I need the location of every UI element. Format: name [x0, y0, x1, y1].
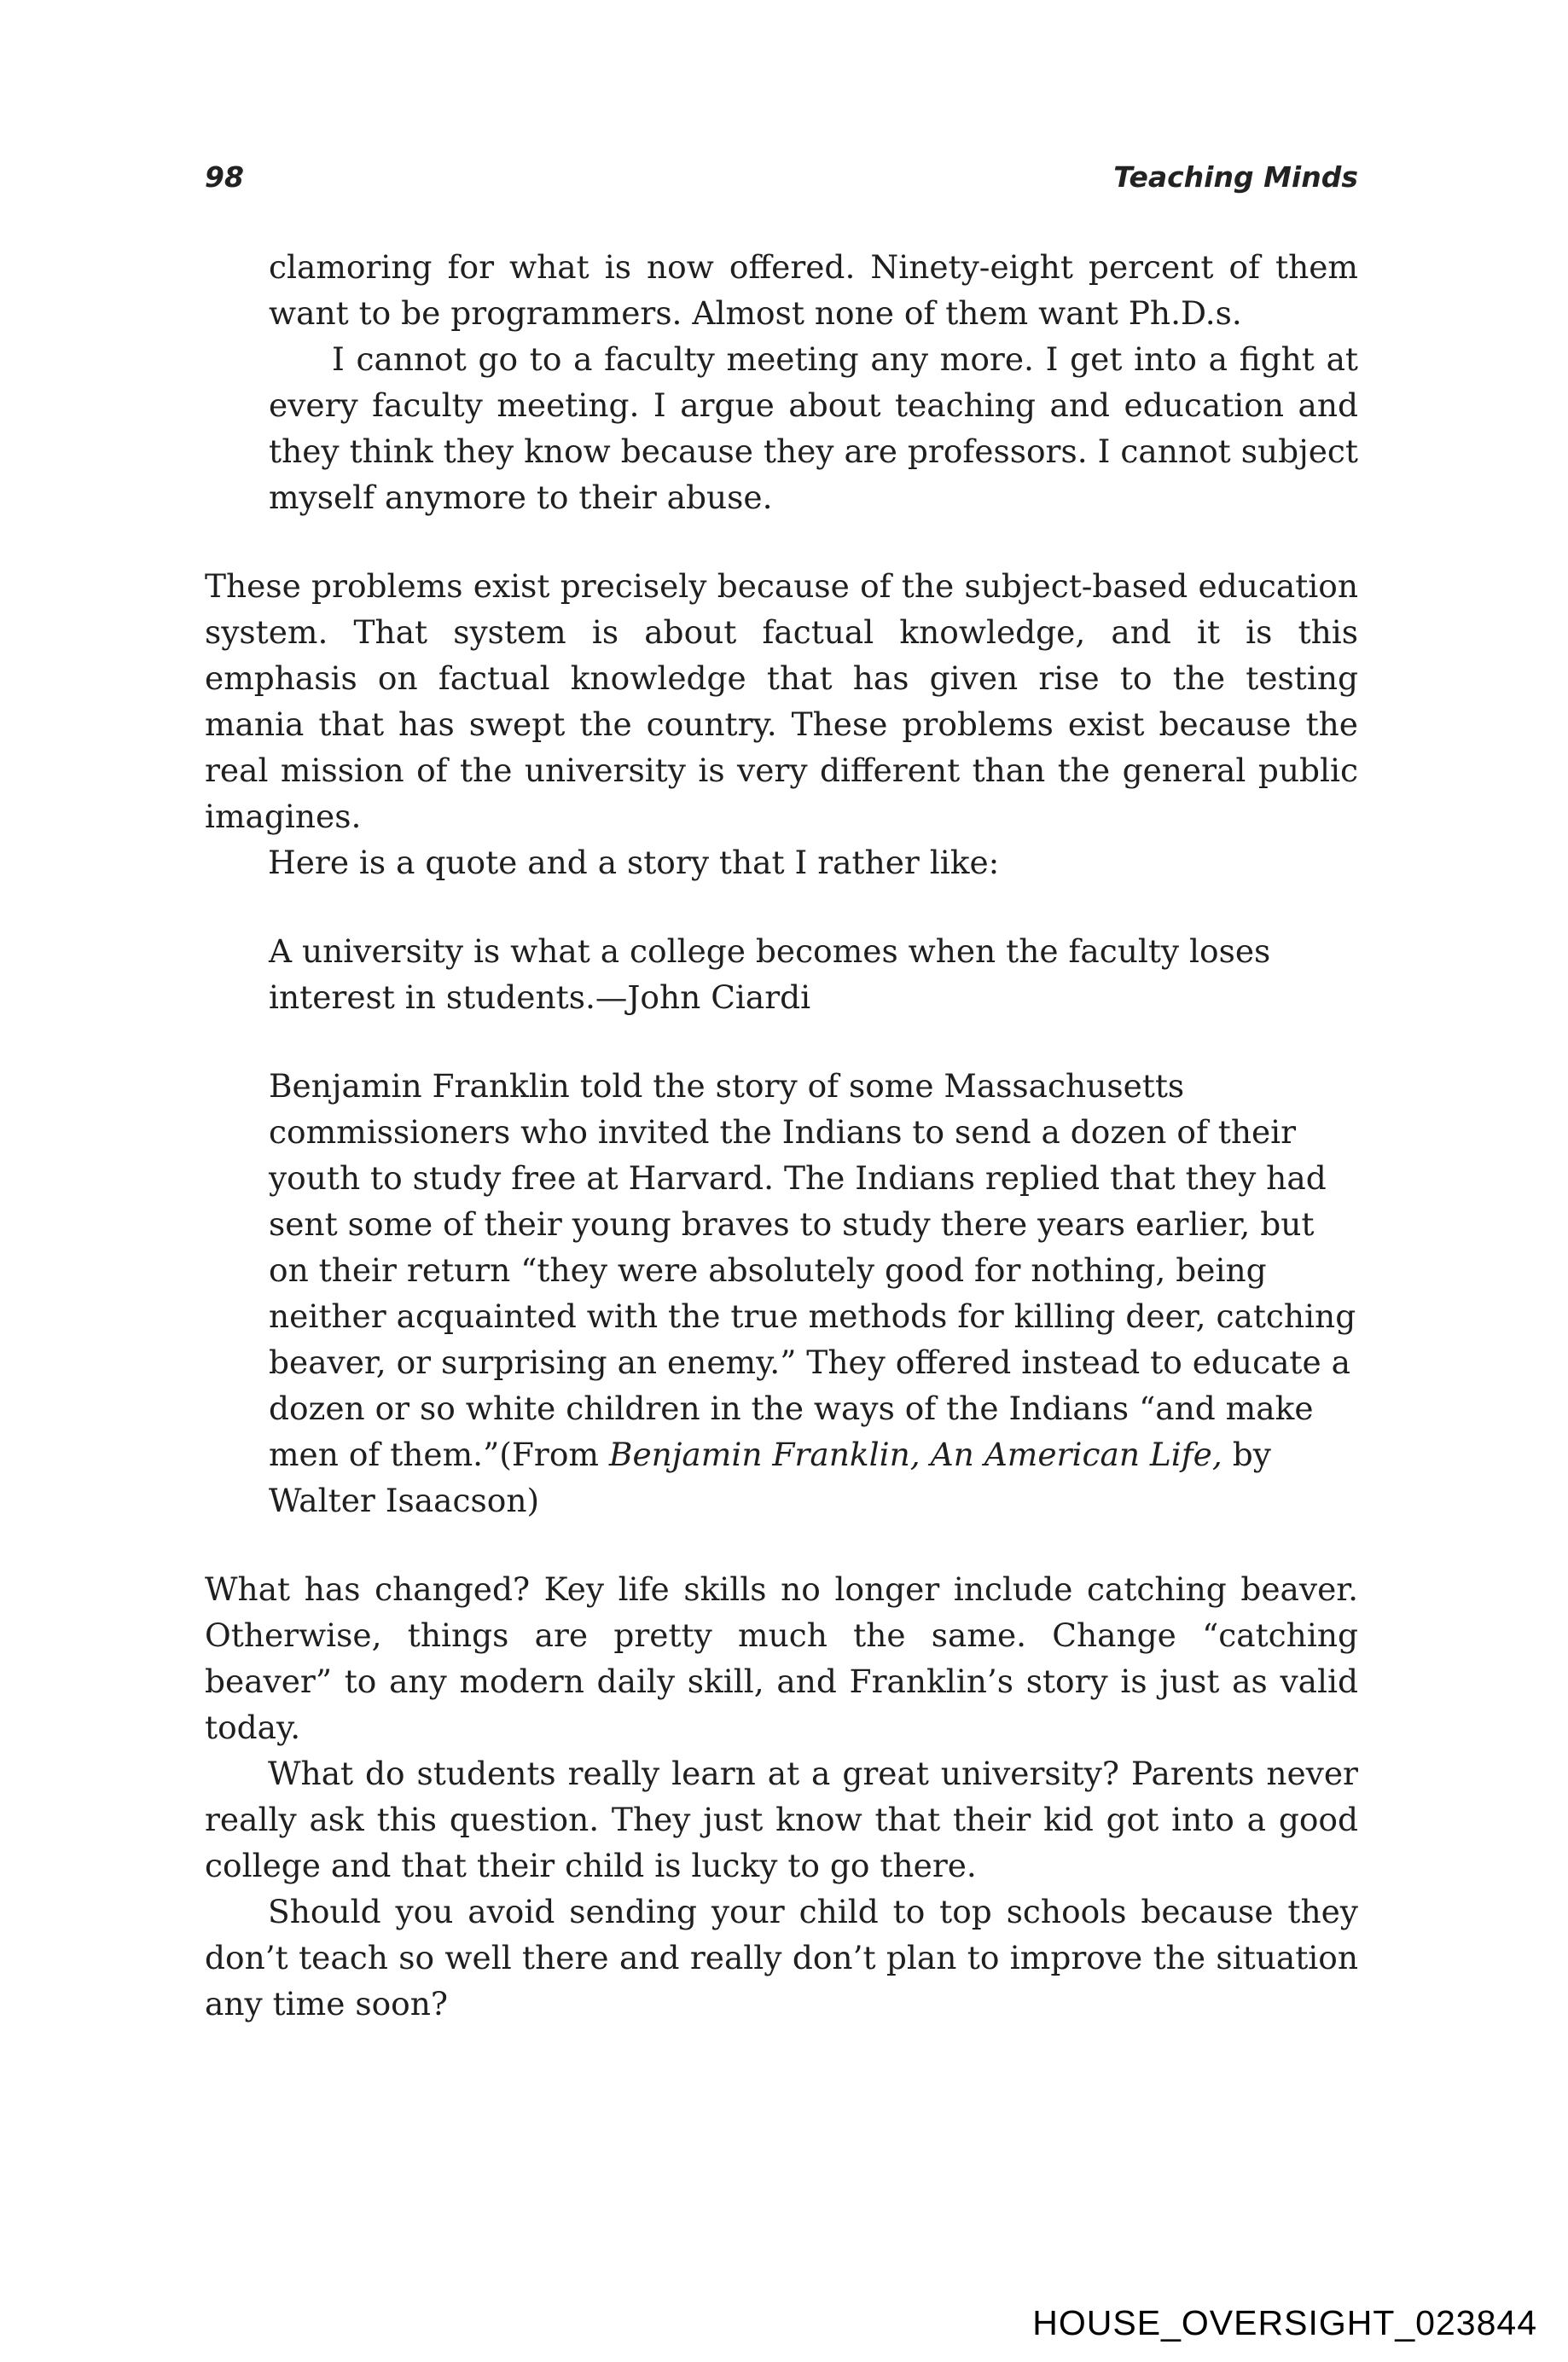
- franklin-story: [269, 1063, 1358, 1523]
- paragraph-avoid-top-schools: Should you avoid sending your child to top schools because they don’t teach so well there and really don’t plan to improve the situation any time soon?: [205, 1893, 1358, 2022]
- franklin-story-tail: by Walter Isaacson): [269, 1436, 1271, 1519]
- franklin-book-title: Benjamin Franklin, An American Life,: [608, 1436, 1222, 1473]
- page-number: 98: [205, 160, 244, 194]
- paragraph-students-learn: What do students really learn at a great university? Parents never really ask this question. They just know that their kid got into a good college and that their child is lucky to go there.: [205, 1755, 1358, 1884]
- page-body: [205, 244, 1358, 2027]
- quote-continuation-1: clamoring for what is now offered. Ninety-eight percent of them want to be programmers. Almost none of them want Ph.D.s.: [269, 248, 1358, 332]
- franklin-story-text: Benjamin Franklin told the story of some Massachusetts commissioners who invited the Indians to send a dozen of their youth to study free at Harvard. The Indians replied that they had sent some of their young braves to study there years earlier, but on their return “they were absolutely good for nothing, being neither acquainted with the true methods for killing deer, catching beaver, or surprising an enemy.” They offered instead to educate a dozen or so white children in the ways of the Indians “and make men of them.”(From: [269, 1067, 1356, 1473]
- paragraph-quote-intro: Here is a quote and a story that I rather like:: [268, 844, 1000, 881]
- paragraph-problems: These problems exist precisely because of the subject-based education system. That system is about factual knowledge, and it is this emphasis on factual knowledge that has given rise to the testing mania that has swept the country. These problems exist because the real mission of the university is very different than the general public imagines.: [205, 567, 1358, 835]
- running-head: [205, 160, 1358, 203]
- running-title: Teaching Minds: [1113, 160, 1358, 194]
- quote-continuation-2: I cannot go to a faculty meeting any more. I get into a fight at every faculty meeting. I argue about teaching and education and they think they know because they are professors. I cannot subject myself anymore to their abuse.: [269, 340, 1358, 516]
- ciardi-quote: A university is what a college becomes when the faculty loses interest in students.—John Ciardi: [269, 932, 1271, 1016]
- bates-stamp: HOUSE_OVERSIGHT_023844: [1032, 2303, 1537, 2342]
- paragraph-what-changed: What has changed? Key life skills no longer include catching beaver. Otherwise, things are pretty much the same. Change “catching beaver” to any modern daily skill, and Franklin’s story is just as valid today.: [205, 1570, 1358, 1746]
